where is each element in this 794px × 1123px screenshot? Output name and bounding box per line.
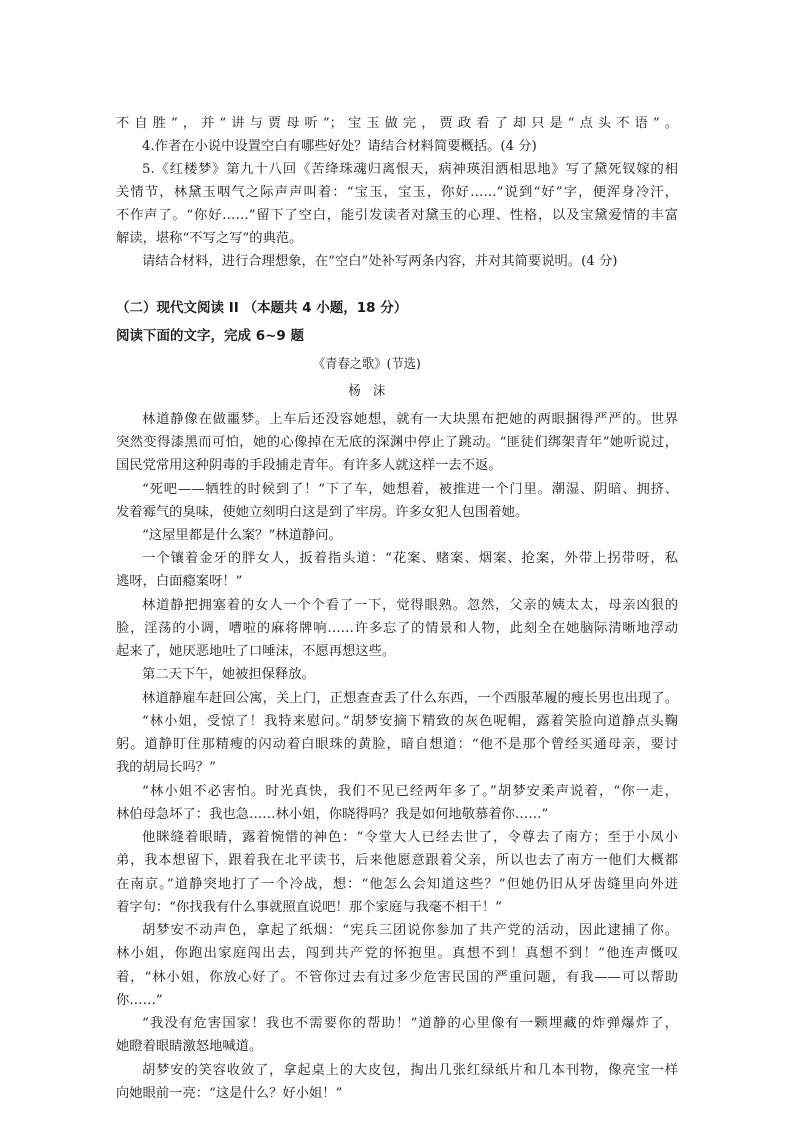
body-line: 脸，淫荡的小调，嘈啦的麻将牌响……许多忘了的情景和人物，此刻全在她脑际清晰地浮动 — [116, 621, 678, 636]
body-line: 你……” — [116, 993, 163, 1008]
body-line: 我的胡局长吗？” — [116, 760, 216, 775]
text-line: 关情节，林黛玉咽气之际声声叫着：“宝玉，宝玉，你好……”说到“好”字，便浑身冷汗， — [116, 185, 678, 200]
body-line: 发着霉气的臭味，使她立刻明白这是到了牢房。许多女犯人包围着她。 — [116, 505, 529, 520]
body-line: 国民党常用这种阴毒的手段捕走青年。有许多人就这样一去不返。 — [116, 458, 502, 473]
text-line: 请结合材料，进行合理想象，在“空白”处补写两条内容，并对其简要说明。(4 分) — [142, 254, 618, 269]
body-line: “这屋里都是什么案？”林道静问。 — [142, 528, 342, 543]
passage-author: 杨 沫 — [348, 384, 386, 399]
body-line: 着，“林小姐，你放心好了。不管你过去有过多少危害民国的严重问题，有我——可以帮助 — [116, 970, 678, 985]
body-line: 他眯缝着眼睛，露着惋惜的神色：“令堂大人已经去世了，令尊去了南方；至于小凤小 — [142, 830, 678, 845]
text-line: 不作声了。“你好……”留下了空白，能引发读者对黛玉的心理、性格，以及宝黛爱情的丰富 — [116, 208, 678, 223]
body-line: 在南京。”道静突地打了一个冷战，想：“他怎么会知道这些？”但她仍旧从牙齿缝里向外迸 — [116, 877, 678, 892]
body-line: 着字句：“你找我有什么事就照直说吧！那个家庭与我毫不相干！” — [116, 900, 502, 915]
body-line: 向她眼前一亮：“这是什么？好小姐！” — [116, 1086, 343, 1101]
body-line: 她瞪着眼睛激怒地喊道。 — [116, 1039, 263, 1054]
passage-title: 《青春之歌》(节选) — [312, 357, 421, 372]
question-4: 4.作者在小说中设置空白有哪些好处？请结合材料简要概括。(4 分) — [142, 139, 537, 154]
section-heading: （二）现代文阅读 II （本题共 4 小题，18 分） — [116, 300, 408, 316]
body-line: “我没有危害国家！我也不需要你的帮助！”道静的心里像有一颗埋藏的炸弹爆炸了， — [142, 1016, 678, 1031]
body-line: “林小姐，受惊了！我特来慰问。”胡梦安摘下精致的灰色呢帽，露着笑脸向道静点头鞠 — [142, 714, 678, 729]
body-line: 胡梦安的笑容收敛了，拿起桌上的大皮包，掏出几张红绿纸片和几本刊物，像亮宝一样 — [142, 1063, 678, 1078]
body-line: 突然变得漆黑而可怕，她的心像掉在无底的深渊中停止了跳动。“匪徒们绑架青年”她听说过， — [116, 435, 678, 450]
body-line: 林道静雇车赶回公寓，关上门，正想查查丢了什么东西，一个西服革履的瘦长男也出现了。 — [142, 691, 678, 706]
body-line: “死吧——牺牲的时候到了！”下了车，她想着，被推进一个门里。潮湿、阴暗、拥挤、 — [142, 482, 678, 497]
body-line: 林伯母急坏了：我也急……林小姐，你晓得吗？我是如何地敬慕着你……” — [116, 807, 549, 822]
body-line: “林小姐不必害怕。时光真快，我们不见已经两年多了。”胡梦安柔声说着，“你一走， — [142, 784, 678, 799]
body-line: 林道静像在做噩梦。上车后还没容她想，就有一大块黑布把她的两眼捆得严严的。世界 — [142, 412, 678, 427]
body-line: 起来了，她厌恶地吐了口唾沫，不愿再想这些。 — [116, 644, 396, 659]
text-line: 解读，堪称“不写之写”的典范。 — [116, 231, 303, 246]
body-line: 第二天下午，她被担保释放。 — [142, 667, 315, 682]
body-line: 弟，我本想留下，跟着我在北平读书，后来他愿意跟着父亲，所以也去了南方一他们大概都 — [116, 853, 678, 868]
body-line: 一个镶着金牙的胖女人，扳着指头道：“花案、赌案、烟案、抢案，外带上拐带呀，私 — [142, 551, 678, 566]
reading-instruction: 阅读下面的文字，完成 6~9 题 — [116, 328, 304, 344]
body-line: 林道静把拥塞着的女人一个个看了一下，觉得眼熟。忽然，父亲的姨太太，母亲凶狠的 — [142, 598, 678, 613]
body-line: 林小姐，你跑出家庭闯出去，闯到共产党的怀抱里。真想不到！真想不到！”他连声慨叹 — [116, 946, 678, 961]
question-5: 5.《红楼梦》第九十八回《苦绛珠魂归离恨天，病神瑛泪洒相思地》写了黛死钗嫁的相 — [142, 162, 678, 177]
body-line: 躬。道静盯住那精瘦的闪动着白眼珠的黄脸，暗自想道：“他不是那个曾经买通母亲，要讨 — [116, 737, 678, 752]
body-line: 逃呀，白面瘾案呀！” — [116, 574, 243, 589]
body-line: 胡梦安不动声色，拿起了纸烟：“宪兵三团说你参加了共产党的活动，因此逮捕了你。 — [142, 923, 678, 938]
text-line: 不自胜”，并“讲与贾母听”；宝玉做完，贾政看了却只是“点头不语”。 — [116, 116, 678, 131]
